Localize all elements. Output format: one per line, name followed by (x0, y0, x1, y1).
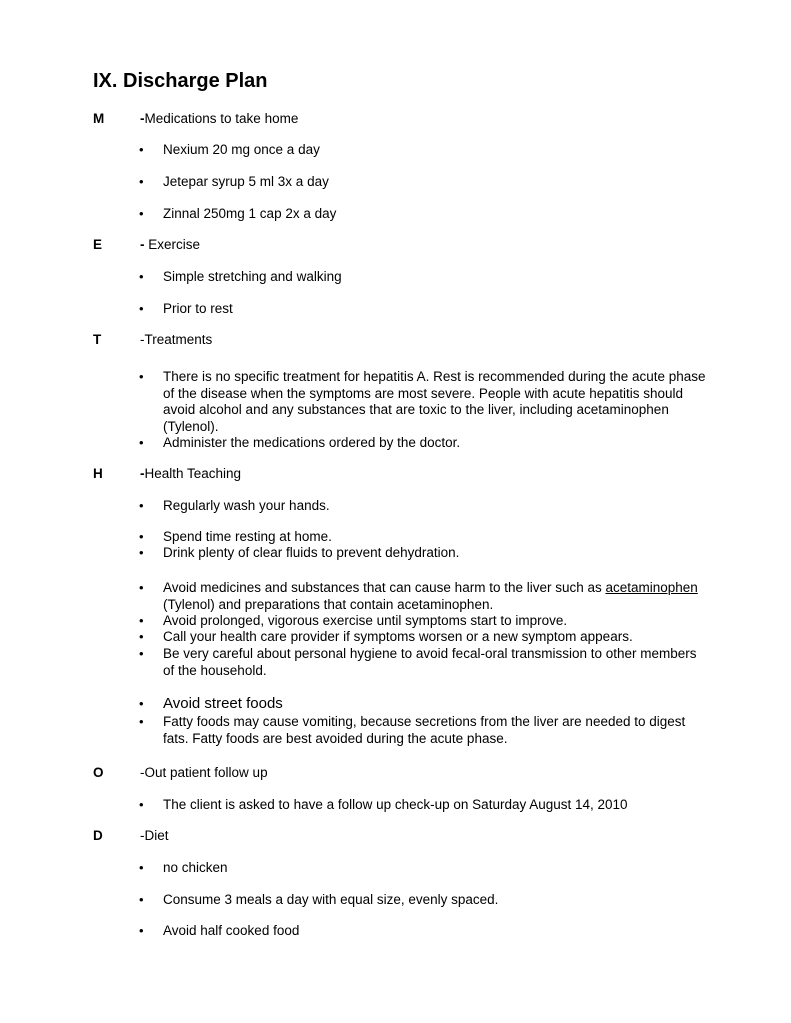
list-item: • Call your health care provider if symptoms worsen or a new symptom appears. (139, 629, 633, 644)
heading-text: Health Teaching (144, 466, 242, 481)
bullet-icon: • (139, 646, 144, 661)
list-item: • There is no specific treatment for hepatitis A. Rest is recommended during the acute phase of the disease when the symptoms are most severe. People with acute hepatitis should avoid alcohol and any substances that are toxic to the liver, including acetaminophen (Tylenol). (139, 369, 706, 434)
bullet-icon: • (139, 206, 144, 221)
bullet-icon: • (139, 696, 144, 711)
list-item: • Avoid medicines and substances that can cause harm to the liver such as acetaminophen (Tylenol) and preparations that contain acetaminophen. (139, 580, 698, 612)
section-heading-health-teaching (140, 466, 241, 481)
list-item: • Consume 3 meals a day with equal size, evenly spaced. (139, 892, 499, 907)
heading-prefix: - (140, 111, 145, 126)
heading-text: Medications to take home (144, 111, 299, 126)
bullet-icon: • (139, 269, 144, 284)
list-item: • Simple stretching and walking (139, 269, 342, 284)
bullet-icon: • (139, 301, 144, 316)
list-item: • Zinnal 250mg 1 cap 2x a day (139, 206, 337, 221)
list-item: • Prior to rest (139, 301, 233, 316)
section-letter-t: T (93, 332, 102, 347)
bullet-icon: • (139, 714, 144, 729)
bullet-icon: • (139, 498, 144, 513)
heading-prefix: - (140, 237, 145, 252)
bullet-icon: • (139, 529, 144, 544)
list-item: • Spend time resting at home. (139, 529, 332, 544)
list-item: • Avoid half cooked food (139, 923, 300, 938)
bullet-icon: • (139, 142, 144, 157)
section-letter-e: E (93, 237, 103, 252)
bullet-icon: • (139, 797, 144, 812)
bullet-icon: • (139, 892, 144, 907)
bullet-icon: • (139, 923, 144, 938)
section-heading-exercise (140, 237, 200, 252)
page-title: IX. Discharge Plan (93, 70, 268, 92)
list-item: • Nexium 20 mg once a day (139, 142, 320, 157)
bullet-icon: • (139, 174, 144, 189)
list-item: • Jetepar syrup 5 ml 3x a day (139, 174, 329, 189)
bullet-icon: • (139, 860, 144, 875)
list-item: • no chicken (139, 860, 228, 875)
heading-text: Exercise (144, 237, 201, 252)
list-item: • Drink plenty of clear fluids to prevent dehydration. (139, 545, 460, 560)
list-item: • Avoid prolonged, vigorous exercise until symptoms start to improve. (139, 613, 568, 628)
section-letter-d: D (93, 828, 103, 843)
list-item: • Administer the medications ordered by the doctor. (139, 435, 461, 450)
list-item: • Avoid street foods (139, 695, 283, 712)
heading-prefix: - (140, 466, 145, 481)
section-letter-o: O (93, 765, 104, 780)
bullet-icon: • (139, 369, 144, 384)
section-heading-diet: -Diet (140, 828, 169, 843)
section-letter-m: M (93, 111, 105, 126)
list-item: • Be very careful about personal hygiene to avoid fecal-oral transmission to other members of the household. (139, 646, 697, 678)
bullet-icon: • (139, 613, 144, 628)
list-item: • The client is asked to have a follow up check-up on Saturday August 14, 2010 (139, 797, 628, 812)
bullet-icon: • (139, 545, 144, 560)
section-heading-medications (140, 111, 298, 126)
list-item: • Fatty foods may cause vomiting, because secretions from the liver are needed to digest fats. Fatty foods are best avoided during the acute phase. (139, 714, 686, 746)
acetaminophen-link[interactable]: acetaminophen (605, 580, 698, 595)
bullet-icon: • (139, 580, 144, 595)
section-heading-treatments: -Treatments (140, 332, 213, 347)
bullet-icon: • (139, 435, 144, 450)
list-item: • Regularly wash your hands. (139, 498, 330, 513)
section-letter-h: H (93, 466, 103, 481)
section-heading-out-patient: -Out patient follow up (140, 765, 268, 780)
bullet-icon: • (139, 629, 144, 644)
